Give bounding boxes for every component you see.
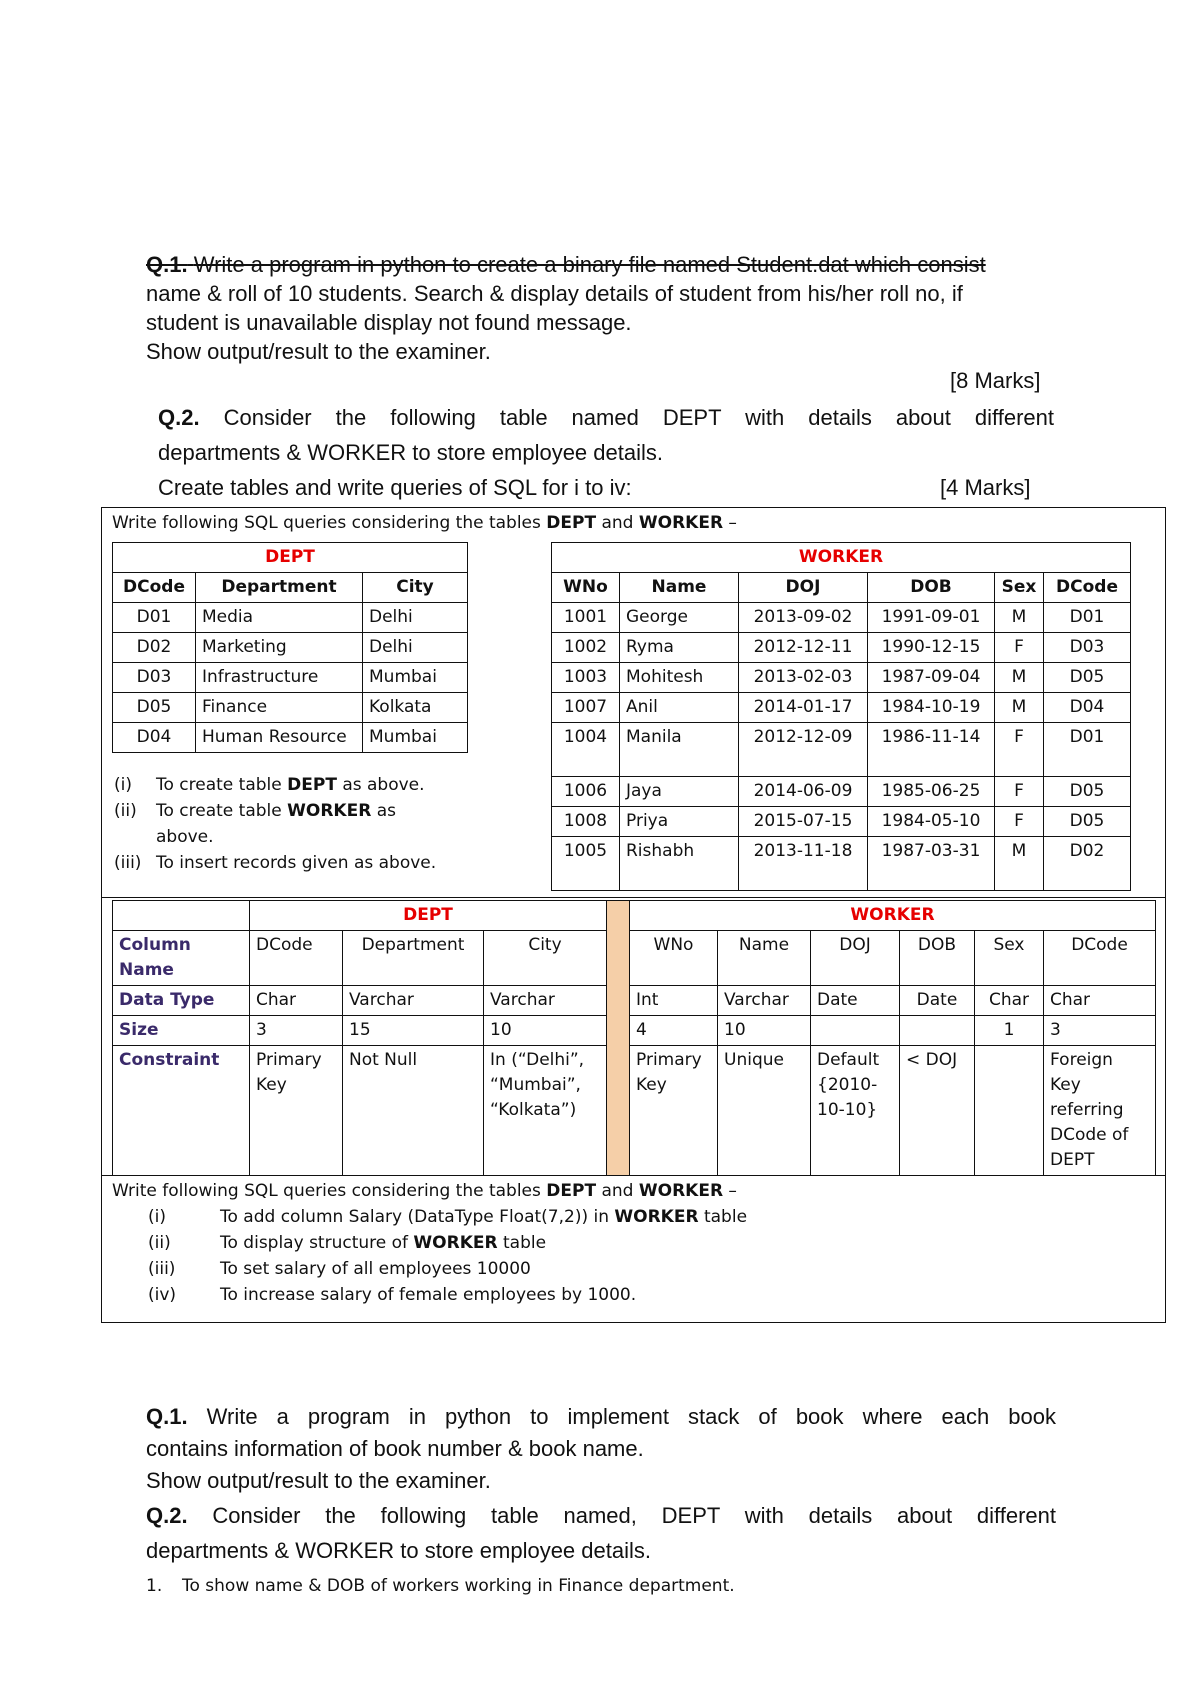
worker-cell: D03 [1044,633,1131,663]
schema-cell: Unique [718,1046,811,1176]
schema-cell: Primary Key [250,1046,343,1176]
q1a-line3: student is unavailable display not found message. [146,310,632,335]
schema-cell [811,1016,900,1046]
worker-cell: Ryma [620,633,739,663]
worker-cell: 1984-05-10 [868,807,995,837]
worker-cell: 2012-12-09 [739,723,868,777]
worker-table-title: WORKER [552,543,1131,573]
table-row [113,723,468,753]
worker-cell: D05 [1044,807,1131,837]
schema-cell [900,1016,975,1046]
schema-cell: Varchar [718,986,811,1016]
schema-cell: 15 [343,1016,484,1046]
schema-cell: < DOJ [900,1046,975,1176]
schema-cell: In (“Delhi”, “Mumbai”, “Kolkata”) [484,1046,607,1176]
box-intro: Write following SQL queries considering the tables DEPT and WORKER – [112,513,737,533]
worker-cell: 2012-12-11 [739,633,868,663]
question-1b [146,1401,1056,1497]
worker-cell: 1005 [552,837,620,891]
table-row [113,986,1156,1016]
worker-header: DOJ [739,573,868,603]
dept-cell: Finance [196,693,363,723]
worker-header: Name [620,573,739,603]
question-1a [146,250,1066,366]
schema-worker-title: WORKER [630,901,1156,931]
worker-cell: Priya [620,807,739,837]
table-row [552,723,1131,777]
query-intro: Write following SQL queries considering the tables DEPT and WORKER – [112,1181,737,1201]
list-item: (iii) To set salary of all employees 10000 [148,1259,531,1279]
table-row [552,837,1131,891]
worker-cell: 2015-07-15 [739,807,868,837]
worker-cell: F [995,777,1044,807]
schema-cell: Char [1044,986,1156,1016]
worker-cell: 2014-06-09 [739,777,868,807]
worker-cell: 1987-03-31 [868,837,995,891]
worker-header: DCode [1044,573,1131,603]
worker-cell: 2013-02-03 [739,663,868,693]
list-item: (iii) To insert records given as above. [114,853,437,873]
table-row [552,603,1131,633]
worker-header: Sex [995,573,1044,603]
q1a-line2: name & roll of 10 students. Search & display details of student from his/her roll no, if [146,281,963,306]
table-row [113,603,468,633]
schema-cell: Department [343,931,484,986]
schema-cell: DOB [900,931,975,986]
dept-cell: D05 [113,693,196,723]
schema-cell: Sex [975,931,1044,986]
worker-cell: 1002 [552,633,620,663]
worker-cell: 2013-11-18 [739,837,868,891]
list-item: (i) To add column Salary (DataType Float(7,2)) in WORKER table [148,1207,748,1227]
q2b-line2: departments & WORKER to store employee details. [146,1538,651,1563]
worker-cell: M [995,603,1044,633]
table-row [113,931,1156,986]
q1a-line4: Show output/result to the examiner. [146,339,491,364]
worker-header: WNo [552,573,620,603]
box-divider-1 [101,897,1166,898]
q2a-line3: Create tables and write queries of SQL for i to iv: [158,475,632,500]
dept-table-title: DEPT [113,543,468,573]
dept-cell: Media [196,603,363,633]
worker-header: DOB [868,573,995,603]
worker-cell: D05 [1044,663,1131,693]
worker-cell: D05 [1044,777,1131,807]
schema-cell: 10 [718,1016,811,1046]
worker-cell: M [995,663,1044,693]
dept-cell: Human Resource [196,723,363,753]
schema-cell [975,1046,1044,1176]
schema-row-label: Constraint [113,1046,250,1176]
dept-cell: Delhi [363,633,468,663]
q2a-line2: departments & WORKER to store employee details. [158,440,663,465]
worker-cell: 2014-01-17 [739,693,868,723]
list-item: above. [156,827,214,847]
table-row [113,1046,1156,1176]
worker-cell: Mohitesh [620,663,739,693]
dept-cell: Kolkata [363,693,468,723]
schema-cell: Date [811,986,900,1016]
worker-cell: Anil [620,693,739,723]
q1b-line2: contains information of book number & book name. [146,1436,644,1461]
schema-cell: DOJ [811,931,900,986]
worker-cell: Rishabh [620,837,739,891]
table-row [552,633,1131,663]
table-row [113,1016,1156,1046]
dept-cell: Delhi [363,603,468,633]
worker-cell: 1007 [552,693,620,723]
question-2a [158,400,1054,505]
dept-cell: Marketing [196,633,363,663]
list-item: (iv) To increase salary of female employees by 1000. [148,1285,637,1305]
worker-cell: Jaya [620,777,739,807]
worker-cell: 1990-12-15 [868,633,995,663]
worker-cell: 1985-06-25 [868,777,995,807]
dept-cell: D02 [113,633,196,663]
schema-cell: 3 [250,1016,343,1046]
q2b-line1: Q.2. Consider the following table named, DEPT with details about different [146,1503,1056,1528]
schema-cell: Int [630,986,718,1016]
worker-cell: M [995,837,1044,891]
dept-cell: D01 [113,603,196,633]
q1a-line1: Q.1. Write a program in python to create a binary file named Student.dat which consist [146,252,986,277]
schema-cell: Foreign Key referring DCode of DEPT [1044,1046,1156,1176]
schema-separator [607,901,630,1176]
worker-cell: 1986-11-14 [868,723,995,777]
dept-header: DCode [113,573,196,603]
schema-cell: Default {2010-10-10} [811,1046,900,1176]
schema-cell: Char [975,986,1044,1016]
q1a-marks: [8 Marks] [950,368,1041,393]
schema-cell: WNo [630,931,718,986]
table-row [113,693,468,723]
list-item: (ii) To display structure of WORKER table [148,1233,547,1253]
dept-header: City [363,573,468,603]
worker-cell: 1987-09-04 [868,663,995,693]
worker-cell: George [620,603,739,633]
table-row [552,777,1131,807]
schema-cell: Char [250,986,343,1016]
schema-corner [113,901,250,931]
schema-table [112,900,1156,1176]
worker-cell: 1984-10-19 [868,693,995,723]
create-tasks-list [114,772,474,876]
worker-cell: F [995,633,1044,663]
dept-table [112,542,468,753]
schema-row-label: Size [113,1016,250,1046]
list-item: (ii) To create table WORKER as [114,801,396,821]
table-row [113,663,468,693]
worker-cell: 1008 [552,807,620,837]
schema-cell: 10 [484,1016,607,1046]
table-row [552,663,1131,693]
worker-cell: D04 [1044,693,1131,723]
worker-cell: 1001 [552,603,620,633]
worker-cell: D01 [1044,603,1131,633]
table-row [552,693,1131,723]
query-tasks [112,1178,1152,1308]
schema-row-label: Column Name [113,931,250,986]
dept-cell: Infrastructure [196,663,363,693]
q2a-line1: Q.2. Consider the following table named DEPT with details about different [158,405,1054,430]
schema-cell: 1 [975,1016,1044,1046]
schema-cell: City [484,931,607,986]
schema-cell: Primary Key [630,1046,718,1176]
table-row [552,807,1131,837]
schema-cell: 4 [630,1016,718,1046]
worker-cell: D02 [1044,837,1131,891]
dept-cell: Mumbai [363,723,468,753]
schema-row-label: Data Type [113,986,250,1016]
worker-cell: 1991-09-01 [868,603,995,633]
worker-cell: 2013-09-02 [739,603,868,633]
dept-cell: Mumbai [363,663,468,693]
table-row [113,633,468,663]
schema-cell: DCode [250,931,343,986]
worker-cell: D01 [1044,723,1131,777]
q1b-line3: Show output/result to the examiner. [146,1468,491,1493]
q2b-item-1: 1. To show name & DOB of workers working in Finance department. [146,1576,735,1596]
worker-table [551,542,1131,891]
schema-cell: 3 [1044,1016,1156,1046]
worker-cell: Manila [620,723,739,777]
schema-dept-title: DEPT [250,901,607,931]
dept-cell: D04 [113,723,196,753]
dept-header: Department [196,573,363,603]
worker-cell: F [995,723,1044,777]
q1b-line1: Q.1. Write a program in python to implement stack of book where each book [146,1404,1056,1429]
schema-cell: Varchar [484,986,607,1016]
schema-cell: Name [718,931,811,986]
dept-cell: D03 [113,663,196,693]
schema-cell: Varchar [343,986,484,1016]
worker-cell: 1004 [552,723,620,777]
list-item: (i) To create table DEPT as above. [114,775,425,795]
worker-cell: 1006 [552,777,620,807]
schema-cell: DCode [1044,931,1156,986]
schema-cell: Not Null [343,1046,484,1176]
worker-cell: 1003 [552,663,620,693]
worker-cell: M [995,693,1044,723]
q2a-marks: [4 Marks] [940,475,1031,500]
schema-cell: Date [900,986,975,1016]
worker-cell: F [995,807,1044,837]
question-2b [146,1498,1056,1568]
